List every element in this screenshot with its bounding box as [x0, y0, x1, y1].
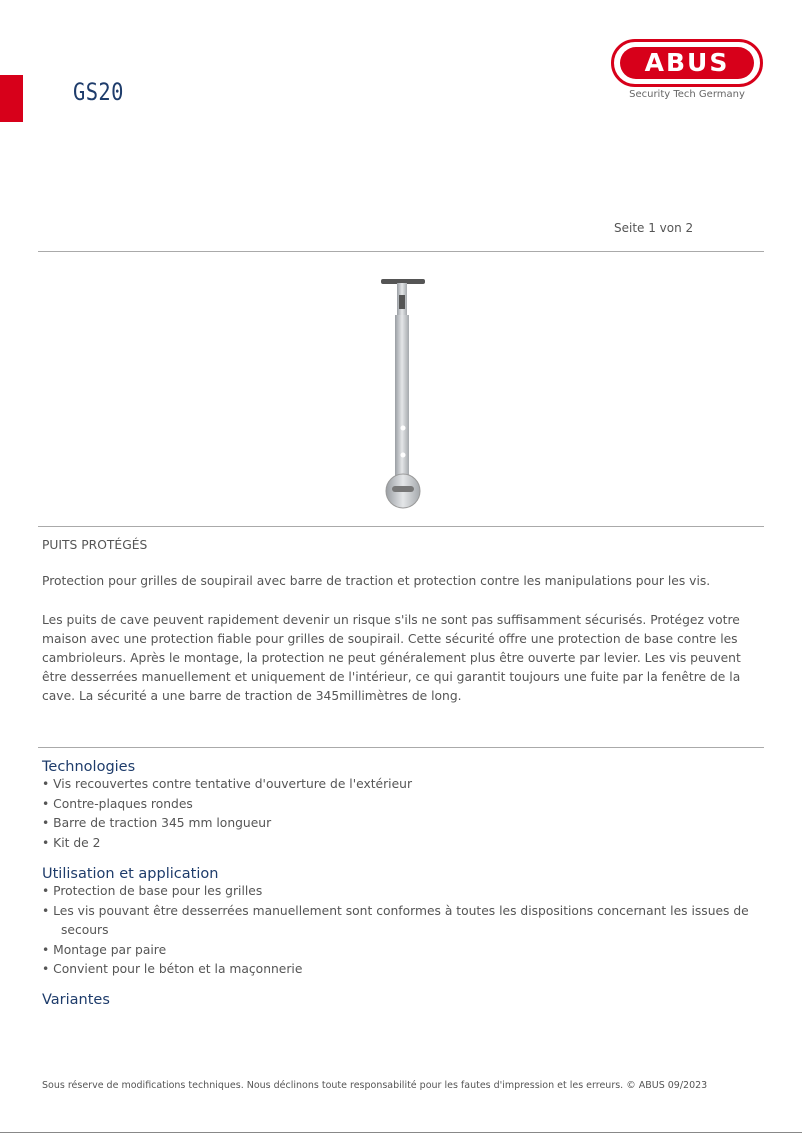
footer-disclaimer: Sous réserve de modifications techniques. Nous déclinons toute responsabilité pour les fautes d'impression et les erreurs. © ABUS 09/2023	[42, 1080, 708, 1091]
page-number: Seite 1 von 2	[614, 221, 694, 235]
list-item: • Contre-plaques rondes	[42, 796, 193, 811]
list-item: • Convient pour le béton et la maçonnerie	[42, 962, 303, 976]
divider	[38, 526, 764, 527]
list-item: • Montage par paire	[42, 942, 167, 957]
variants-heading: Variantes	[42, 992, 110, 1008]
list-item: • Kit de 2	[42, 835, 101, 850]
usage-section	[42, 866, 752, 980]
divider	[38, 747, 764, 748]
short-description: Protection pour grilles de soupirail avec barre de traction et protection contre les manipulations pour les vis.	[42, 574, 711, 588]
list-item: • Vis recouvertes contre tentative d'ouverture de l'extérieur	[42, 777, 413, 791]
product-category: PUITS PROTÉGÉS	[42, 538, 148, 552]
red-tab-marker	[0, 75, 23, 122]
product-title: GS20	[73, 78, 124, 106]
long-description: Les puits de cave peuvent rapidement devenir un risque s'ils ne sont pas suffisamment sécurisés. Protégez votre maison avec une protection fiable pour grilles de soupirail. Cette sécurité offre une protection de base contre les cambrioleurs. Après le montage, la protection ne peut généralement plus être ouverte par levier. Les vis peuvent être desserrées manuellement et uniquement de l'intérieur, ce qui garantit toujours une fuite par la fenêtre de la cave. La sécurité a une barre de traction de 345millimètres de long.	[42, 613, 741, 703]
list-item: • Barre de traction 345 mm longueur	[42, 816, 272, 830]
technologies-section	[42, 759, 762, 853]
list-item: • Les vis pouvant être desserrées manuellement sont conformes à toutes les dispositions concernant les issues de secours	[42, 903, 749, 937]
usage-heading: Utilisation et application	[42, 866, 219, 882]
divider	[0, 1132, 802, 1133]
abus-logo	[611, 39, 763, 100]
technologies-heading: Technologies	[42, 759, 136, 775]
logo-tagline: Security Tech Germany	[629, 89, 745, 100]
divider	[38, 251, 764, 252]
product-image	[375, 275, 430, 510]
list-item: • Protection de base pour les grilles	[42, 884, 263, 898]
logo-text: ABUS	[620, 47, 754, 79]
